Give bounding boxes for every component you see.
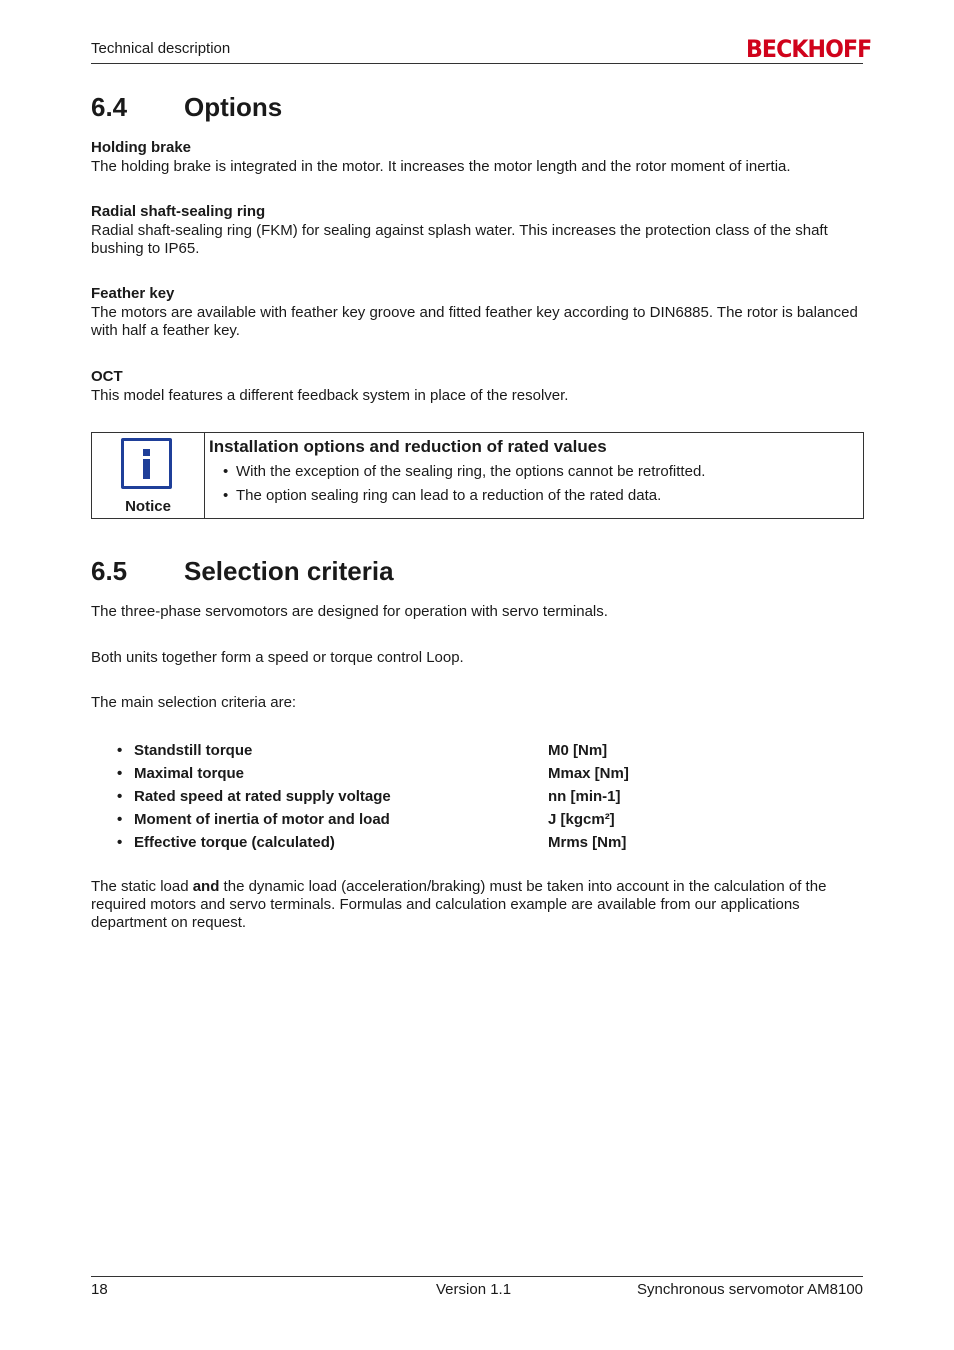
text-run-bold: and	[192, 878, 220, 895]
criterion-label: Rated speed at rated supply voltage	[134, 788, 391, 805]
criterion-label: Moment of inertia of motor and load	[134, 811, 390, 828]
option-radial-shaft-sealing-ring	[91, 203, 863, 259]
list-item	[117, 834, 757, 857]
section-heading-selection	[91, 556, 394, 587]
bullet: •	[117, 765, 123, 782]
notice-bullets	[209, 463, 849, 505]
info-icon	[121, 438, 172, 489]
criterion-label: Effective torque (calculated)	[134, 834, 335, 851]
option-text: The motors are available with feather key groove and fitted feather key according to DIN6885. The rotor is balanced with half a feather key.	[91, 303, 858, 339]
notice-icon-cell	[92, 433, 205, 518]
bullet: •	[117, 811, 123, 828]
list-item	[117, 765, 757, 788]
notice-content	[209, 437, 849, 511]
criterion-symbol: Mrms [Nm]	[548, 834, 627, 851]
running-header: Technical description	[91, 40, 231, 57]
criterion-symbol: Mmax [Nm]	[548, 765, 629, 782]
list-item: • With the exception of the sealing ring, the options cannot be retrofitted.	[209, 463, 849, 481]
option-title: Radial shaft-sealing ring	[91, 203, 266, 220]
section-title: Selection criteria	[184, 556, 394, 586]
option-text: This model features a different feedback system in place of the resolver.	[91, 386, 569, 404]
option-text: Radial shaft-sealing ring (FKM) for sealing against splash water. This increases the protection class of the shaft bushing to IP65.	[91, 221, 828, 257]
bullet: •	[117, 742, 123, 759]
notice-label: Notice	[125, 498, 171, 515]
text-run: The static load	[91, 878, 193, 895]
list-item	[117, 742, 757, 765]
option-title: OCT	[91, 368, 123, 385]
footer-product: Synchronous servomotor AM8100	[637, 1281, 863, 1298]
footer-version: Version 1.1	[436, 1281, 512, 1298]
bullet: •	[117, 834, 123, 851]
criterion-label: Maximal torque	[134, 765, 245, 782]
section-number: 6.4	[91, 92, 128, 122]
option-title: Feather key	[91, 285, 175, 302]
list-item	[117, 811, 757, 834]
criteria-list	[117, 742, 757, 857]
section-heading-options	[91, 92, 282, 123]
list-item: • The option sealing ring can lead to a reduction of the rated data.	[209, 487, 849, 505]
paragraph-calculation	[91, 878, 863, 932]
paragraph: Both units together form a speed or torque control Loop.	[91, 649, 464, 666]
beckhoff-logo: BECKHOFF	[746, 35, 872, 63]
section-number: 6.5	[91, 556, 128, 586]
bullet: •	[117, 788, 123, 805]
notice-box	[91, 432, 864, 519]
list-item	[117, 788, 757, 811]
notice-title: Installation options and reduction of rated values	[209, 437, 607, 456]
criterion-symbol: nn [min-1]	[548, 788, 621, 805]
footer-divider	[91, 1276, 863, 1277]
option-text: The holding brake is integrated in the motor. It increases the motor length and the rotor moment of inertia.	[91, 157, 791, 175]
option-oct	[91, 368, 863, 405]
criterion-label: Standstill torque	[134, 742, 253, 759]
option-title: Holding brake	[91, 139, 192, 156]
criterion-symbol: M0 [Nm]	[548, 742, 608, 759]
paragraph: The main selection criteria are:	[91, 694, 297, 711]
header-divider	[91, 63, 863, 64]
section-title: Options	[184, 92, 283, 122]
option-holding-brake	[91, 139, 863, 176]
paragraph: The three-phase servomotors are designed for operation with servo terminals.	[91, 603, 608, 620]
text-run: the dynamic load (acceleration/braking) must be taken into account in the calculation of the required motors and servo terminals. Formulas and calculation example are available from our applications department on request.	[91, 878, 827, 931]
option-feather-key	[91, 285, 863, 341]
page-number: 18	[91, 1281, 108, 1298]
criterion-symbol: J [kgcm²]	[548, 811, 615, 828]
